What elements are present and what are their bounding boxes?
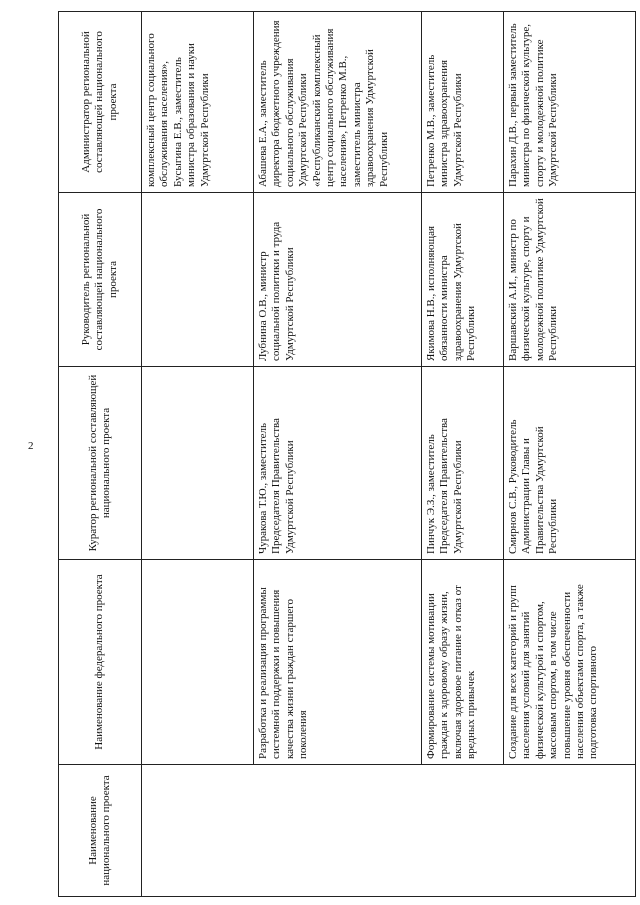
cell-curator: Смирнов С.В., Руководитель Администрации Главы и Правительства Удмуртской Республики [504, 367, 636, 560]
table-header-row [59, 12, 142, 897]
header-curator: Куратор региональной составляющей национального проекта [59, 367, 142, 560]
header-head: Руководитель региональной составляющей национального проекта [59, 193, 142, 367]
cell-head [142, 193, 254, 367]
table-row [142, 12, 254, 897]
cell-head: Якимова Н.В., исполняющая обязанности министра здравоохранения Удмуртской Республики [422, 193, 504, 367]
cell-administrator: Петренко М.В., заместитель министра здравоохранения Удмуртской Республики [422, 12, 504, 193]
header-federal-project: Наименование федерального проекта [59, 560, 142, 765]
cell-curator: Чуракова Т.Ю., заместитель Председателя Правительства Удмуртской Республики [254, 367, 422, 560]
cell-federal-project [142, 560, 254, 765]
page-number: 2 [28, 440, 34, 452]
cell-federal-project: Создание для всех категорий и групп населения условий для занятий физической культурой и спортом, массовым спортом, в том числе повышение уровня обеспеченности населения объектами спорта, а также подготовка спортивного [504, 560, 636, 765]
header-administrator: Администратор региональной составляющей национального проекта [59, 12, 142, 193]
cell-federal-project: Формирование системы мотивации граждан к здоровому образу жизни, включая здоровое питание и отказ от вредных привычек [422, 560, 504, 765]
header-national-project: Наименование национального проекта [59, 765, 142, 897]
table-row [422, 12, 504, 897]
cell-federal-project: Разработка и реализация программы системной поддержки и повышения качества жизни граждан старшего поколения [254, 560, 422, 765]
rotated-table-wrapper [58, 12, 630, 897]
cell-administrator: Абашева Е.А., заместитель директора бюджетного учреждения социального обслуживания Удмуртской Республики «Республиканский комплексный центр социального обслуживания населения», Петренко М.В., заместитель министра здравоохранения Удмуртской Республики [254, 12, 422, 193]
cell-curator [142, 367, 254, 560]
cell-administrator: Парахин Д.В., первый заместитель министра по физической культуре, спорту и молодежной политике Удмуртской Республики [504, 12, 636, 193]
cell-national-project [142, 765, 636, 897]
cell-administrator: комплексный центр социального обслуживания населения», Бусыгина Е.В., заместитель министра образования и науки Удмуртской Республики [142, 12, 254, 193]
cell-head: Варшавский А.И., министр по физической культуре, спорту и молодежной политике Удмуртской Республики [504, 193, 636, 367]
rotated-page-content [58, 12, 630, 897]
table-row [254, 12, 422, 897]
table-row [504, 12, 636, 897]
cell-curator: Пинчук Э.З., заместитель Председателя Правительства Удмуртской Республики [422, 367, 504, 560]
cell-head: Лубнина О.В., министр социальной политики и труда Удмуртской Республики [254, 193, 422, 367]
national-projects-table [58, 11, 636, 897]
